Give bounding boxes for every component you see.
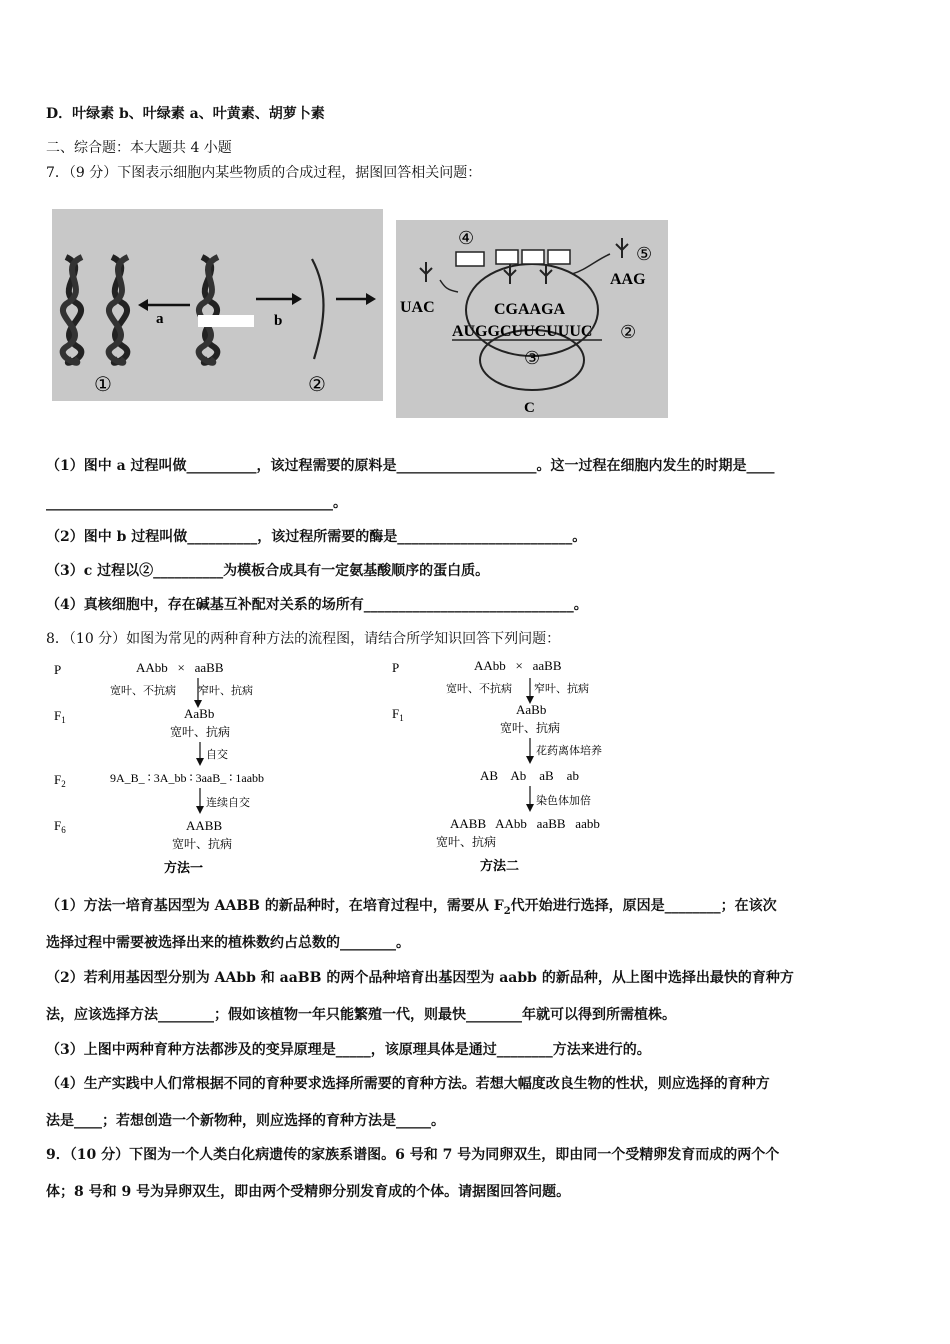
m2-f1-trait: 宽叶、抗病 (500, 721, 561, 735)
m1-f2-label: $F_2$ (54, 772, 66, 789)
m2-f1-label: $F_1$ (392, 706, 404, 723)
m2-step-chromosome-doubling: 染色体加倍 (536, 795, 591, 807)
question-8-stem: 8．（10 分）如图为常见的两种育种方法的流程图，请结合所学知识回答下列问题： (46, 631, 561, 647)
m1-f6-label: $F_6$ (54, 818, 66, 835)
figure-num-1: ① (94, 374, 112, 396)
m1-f6-trait: 宽叶、抗病 (172, 837, 233, 851)
mrna-sequence: AUGGCUUCUUUC (452, 323, 593, 340)
m1-f6-genotype: AABB (186, 818, 223, 833)
question-9-line1: 9．（10 分）下图为一个人类白化病遗传的家族系谱图。6 号和 7 号为同卵双生，即由同一个受精卵发育而成的两个个 (46, 1147, 780, 1163)
q7-part1-line2: _________________________________________。 (46, 495, 347, 511)
q8-part4-line2: 法是____；若想创造一个新物种，则应选择的育种方法是_____。 (46, 1113, 445, 1129)
label-a: a (156, 311, 164, 327)
m2-caption: 方法二 (480, 858, 520, 873)
q8-part1-line1: （1）方法一培育基因型为 AABB 的新品种时，在培育过程中，需要从 $F_2$代开始进行选择，原因是________；在该次 (46, 898, 777, 917)
m1-f1-trait: 宽叶、抗病 (170, 725, 231, 739)
rna-strand (312, 259, 324, 359)
option-d: D．叶绿素 b、叶绿素 a、叶黄素、胡萝卜素 (46, 106, 325, 122)
method-2-diagram (390, 656, 650, 878)
label-2: ② (620, 322, 637, 342)
trna-2-icon (540, 264, 552, 284)
label-3: ③ (524, 348, 541, 368)
label-c: C (524, 400, 535, 416)
trna-sequence: CGAAGA (494, 301, 566, 318)
m1-parent-cross: AAbb × aaBB (136, 660, 224, 675)
method-1-diagram (52, 656, 352, 878)
figure-dna-processes (52, 209, 383, 401)
m1-f1-label: $F_1$ (54, 708, 66, 725)
figure-translation (396, 220, 668, 418)
m2-parent-traits: 宽叶、不抗病 窄叶、抗病 (446, 683, 589, 695)
arrow-right-icon (366, 293, 376, 305)
q8-part2-line1: （2）若利用基因型分别为 AAbb 和 aaBB 的两个品种培育出基因型为 aabb 的新品种，从上图中选择出最快的育种方 (46, 970, 794, 986)
q8-part4-line1: （4）生产实践中人们常根据不同的育种要求选择所需要的育种方法。若想大幅度改良生物的性状，则应选择的育种方 (46, 1076, 770, 1092)
m2-gametes: AB Ab aB ab (480, 768, 579, 783)
m1-step-selfing: 自交 (206, 749, 228, 761)
label-5: ⑤ (636, 244, 653, 264)
question-9-line2: 体；8 号和 9 号为异卵双生，即由两个受精卵分别发育成的个体。请据图回答问题。 (46, 1184, 571, 1200)
anticodon-uac: UAC (400, 299, 435, 316)
m2-result-genotypes: AABB AAbb aaBB aabb (450, 816, 600, 831)
arrow-b-icon (292, 293, 302, 305)
arrow-a-icon (138, 299, 148, 311)
trna-entering-icon (616, 238, 628, 258)
m1-step-continuous-selfing: 连续自交 (206, 797, 250, 809)
q7-part3: （3）c 过程以②__________为模板合成具有一定氨基酸顺序的蛋白质。 (46, 563, 490, 579)
q8-part1-line2: 选择过程中需要被选择出来的植株数约占总数的________。 (46, 935, 410, 951)
m1-f1-genotype: AaBb (184, 706, 215, 721)
m2-result-trait: 宽叶、抗病 (436, 835, 497, 849)
q8-part2-line2: 法，应该选择方法________；假如该植物一年只能繁殖一代，则最快________年就可以得到所需植株。 (46, 1007, 676, 1023)
m1-p-label: P (54, 662, 62, 677)
m1-parent-traits: 宽叶、不抗病 窄叶、抗病 (110, 685, 253, 697)
q7-part1-line1: （1）图中 a 过程叫做__________，该过程需要的原料是____________________。这一过程在细胞内发生的时期是____ (46, 458, 775, 474)
m2-parent-cross: AAbb × aaBB (474, 658, 562, 673)
m1-caption: 方法一 (164, 860, 204, 875)
trna-leaving-icon (420, 262, 432, 282)
m1-f2-ratio: 9A_B_ ∶ 3A_bb ∶ 3aaB_ ∶ 1aabb (110, 771, 265, 785)
label-4: ④ (458, 228, 475, 248)
question-7-stem: 7．（9 分）下图表示细胞内某些物质的合成过程，据图回答相关问题： (46, 165, 482, 181)
m2-step-anther-culture: 花药离体培养 (536, 745, 602, 757)
figure-num-2: ② (308, 374, 326, 396)
label-b: b (274, 313, 283, 329)
m2-p-label: P (392, 660, 400, 675)
q8-part3: （3）上图中两种育种方法都涉及的变异原理是_____，该原理具体是通过________方法来进行的。 (46, 1042, 651, 1058)
amino-acid-chain (456, 252, 484, 266)
anticodon-aag: AAG (610, 271, 646, 288)
q7-part2: （2）图中 b 过程叫做__________，该过程所需要的酶是_________________________。 (46, 529, 587, 545)
q7-part4: （4）真核细胞中，存在碱基互补配对关系的场所有______________________________。 (46, 597, 588, 613)
section-2-heading: 二、综合题：本大题共 4 小题 (46, 140, 232, 156)
m2-f1-genotype: AaBb (516, 702, 547, 717)
